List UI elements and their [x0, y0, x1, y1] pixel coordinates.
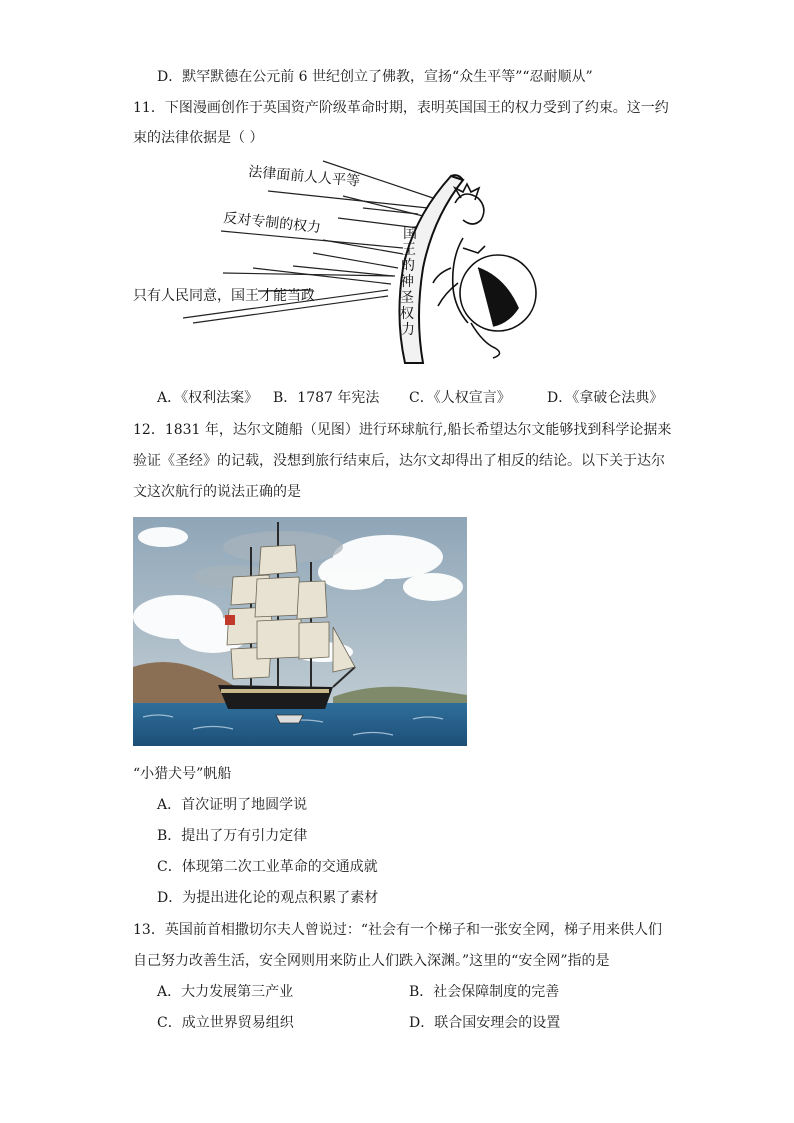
q12-option-b: B．提出了万有引力定律 [157, 828, 308, 844]
q13-option-d: D．联合国安理会的设置 [409, 1015, 561, 1031]
shield-char-2: 的 [401, 258, 415, 274]
cartoon-label-3: 只有人民同意，国王才能当政 [133, 288, 315, 304]
q13-option-a: A．大力发展第三产业 [157, 984, 294, 1000]
shield-char-4: 圣 [400, 290, 414, 306]
q10-option-d: D．默罕默德在公元前 6 世纪创立了佛教，宣扬“众生平等”“忍耐顺从” [157, 69, 593, 85]
beagle-ship-painting [133, 517, 467, 746]
q11-option-a: A．《权利法案》 [157, 390, 259, 406]
q12-option-c: C．体现第二次工业革命的交通成就 [157, 859, 378, 875]
q13-option-c: C．成立世界贸易组织 [157, 1015, 294, 1031]
q12-stem-line1: 12．1831 年，达尔文随船（见图）进行环球航行,船长希望达尔文能够找到科学论据来 [133, 422, 672, 438]
q11-option-b: B．1787 年宪法 [273, 390, 380, 406]
shield-char-6: 力 [401, 322, 415, 338]
q11-option-c: C．《人权宣言》 [409, 390, 511, 406]
q11-stem-line2: 束的法律依据是（ ） [133, 130, 264, 146]
shield-char-3: 神 [400, 274, 414, 290]
shield-char-1: 王 [402, 242, 416, 258]
q13-stem-line2: 自己努力改善生活，安全网则用来防止人们跌入深渊。”这里的“安全网”指的是 [133, 953, 610, 969]
q11-stem-line1: 11．下图漫画创作于英国资产阶级革命时期，表明英国国王的权力受到了约束。这一约 [133, 100, 669, 116]
q12-stem-line3: 文这次航行的说法正确的是 [133, 484, 301, 500]
q12-option-d: D．为提出进化论的观点积累了素材 [157, 890, 379, 906]
q12-stem-line2: 验证《圣经》的记载，没想到旅行结束后，达尔文却得出了相反的结论。以下关于达尔 [133, 453, 665, 469]
q11-cartoon [133, 158, 553, 368]
q11-option-d: D．《拿破仑法典》 [547, 390, 664, 406]
q12-option-a: A．首次证明了地圆学说 [157, 797, 308, 813]
shield-char-0: 国 [403, 226, 417, 242]
king-figure [433, 184, 536, 358]
cartoon-label-2: 反对专制的权力 [222, 210, 322, 237]
shield-char-5: 权 [400, 306, 414, 322]
q13-option-b: B．社会保障制度的完善 [409, 984, 560, 1000]
q13-stem-line1: 13．英国前首相撒切尔夫人曾说过：“社会有一个梯子和一张安全网，梯子用来供人们 [133, 922, 662, 938]
q12-image-caption: “小猎犬号”帆船 [133, 766, 232, 782]
cartoon-label-1: 法律面前人人平等 [247, 164, 361, 190]
